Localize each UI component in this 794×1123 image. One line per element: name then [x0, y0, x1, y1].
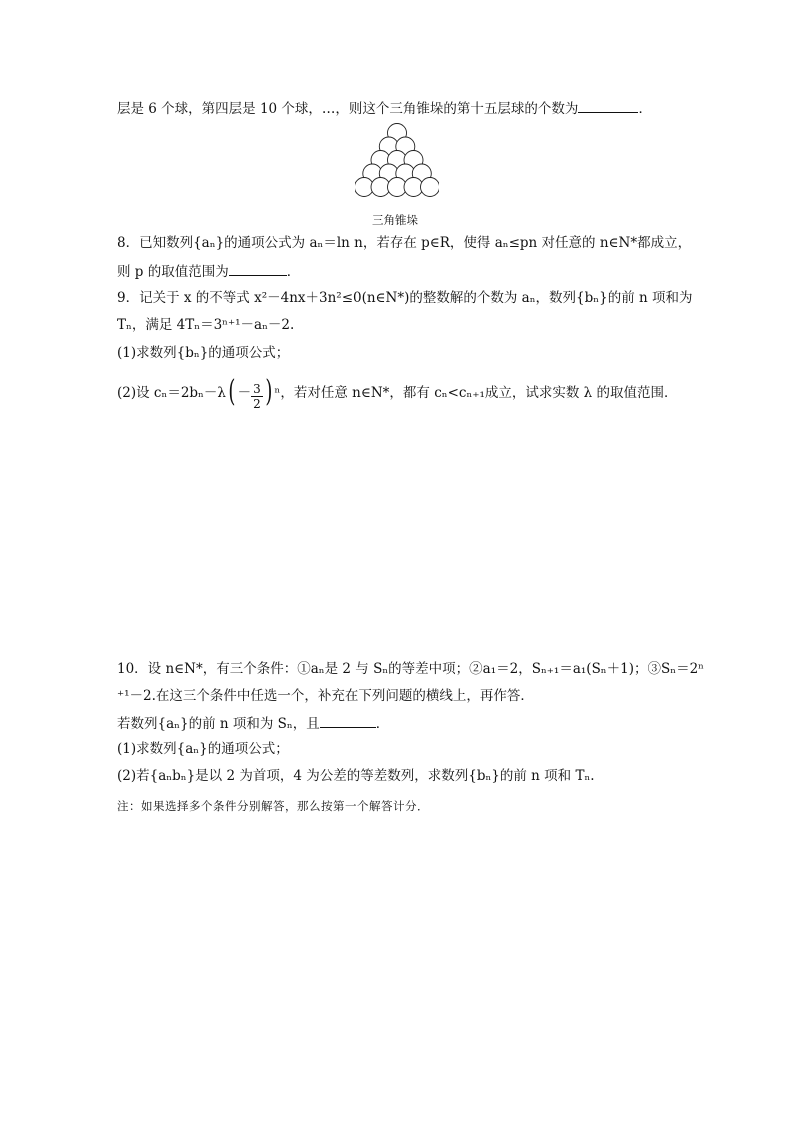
q7-text-line: 层是 6 个球，第四层是 10 个球，…，则这个三角锥垛的第十五层球的个数为 ．: [117, 98, 652, 118]
triangular-pyramid-figure: [355, 123, 439, 199]
q10-line1: 10．设 n∈N*，有三个条件：①aₙ是 2 与 Sₙ的等差中项；②a₁＝2，Sₙ₊₁＝a₁(Sₙ＋1)；③Sₙ＝2ⁿ: [117, 661, 705, 677]
ball-shape: [421, 178, 440, 197]
q8-line2: 则 p 的取值范围为 ．: [117, 261, 300, 281]
q9-part2: (2)设 cₙ＝2bₙ－λ( － $\frac{3}{2}$ ) ⁿ，若对任意 n∈N*，都有 cₙ<cₙ₊₁成立，试求实数 λ 的取值范围．: [117, 374, 678, 411]
q10-line3: 若数列{aₙ}的前 n 项和为 Sₙ，且 ．: [117, 713, 389, 733]
q9-line1: 9．记关于 x 的不等式 x²－4nx＋3n²≤0(n∈N*)的整数解的个数为 aₙ，数列{bₙ}的前 n 项和为: [117, 290, 693, 306]
q9-line2: Tₙ，满足 4Tₙ＝3ⁿ⁺¹－aₙ－2.: [117, 317, 295, 333]
q10-part1: (1)求数列{aₙ}的通项公式；: [117, 741, 289, 757]
q10-line2: ⁺¹－2.在这三个条件中任选一个，补充在下列问题的横线上，再作答．: [117, 688, 534, 704]
q10-part2: (2)若{aₙbₙ}是以 2 为首项，4 为公差的等差数列，求数列{bₙ}的前 n 项和 Tₙ.: [117, 768, 595, 784]
q8-line1: 8．已知数列{aₙ}的通项公式为 aₙ＝ln n，若存在 p∈R，使得 aₙ≤pn 对任意的 n∈N*都成立，: [117, 235, 692, 251]
fraction: $\frac{3}{2}$: [253, 382, 261, 411]
q7-line1: 层是 6 个球，第四层是 10 个球，…，则这个三角锥垛的第十五层球的个数为: [117, 101, 579, 117]
answer-blank: [578, 98, 638, 113]
answer-blank: [229, 261, 287, 276]
figure-caption: 三角锥垛: [372, 213, 418, 227]
q10-note: 注：如果选择多个条件分别解答，那么按第一个解答计分．: [117, 799, 429, 813]
q9-part1: (1)求数列{bₙ}的通项公式；: [117, 345, 290, 361]
answer-blank: [320, 713, 376, 728]
